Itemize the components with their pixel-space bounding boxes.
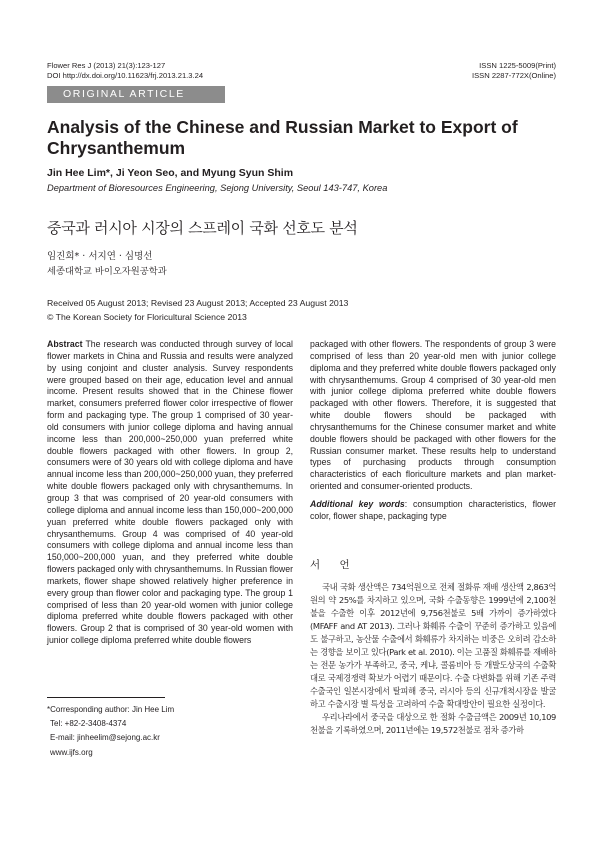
journal-citation: Flower Res J (2013) 21(3):123-127 <box>47 61 166 70</box>
introduction-heading: 서 언 <box>310 559 358 571</box>
keywords-text: : consumption characteristics, flower color, flower shape, packaging type <box>310 498 557 521</box>
journal-website: www.ijfs.org <box>50 747 93 757</box>
publication-info <box>47 296 348 324</box>
affiliation: Department of Bioresources Engineering, Sejong University, Seoul 143-747, Korea <box>47 183 388 193</box>
abstract-body-right: packaged with other flowers. The respondents of group 3 were comprised of less than 20 year-old men with junior college diploma and they preferred white double flowers packaged only with chrysanthemums. Group 4 comprised of 30 year-old men with junior college diploma preferred white double flowers packaged with other flowers. Therefore, it is suggested that white double flowers should be packaged with chrysanthemums for the Chinese consumer market and white double flowers should be packaged with other flowers for the Russian consumer market. These results help to understand types of purchasing products through consumption characteristics of each floriculture markets and plan market-oriented and consumer-oriented products. <box>310 339 556 492</box>
abstract-right-column <box>310 339 556 523</box>
corresponding-author: *Corresponding author: Jin Hee Lim <box>47 705 175 714</box>
doi-line: DOI http://dx.doi.org/10.11623/frj.2013.21.3.24 <box>47 71 204 80</box>
korean-authors: 임진희* · 서지연 · 심명선 <box>47 251 153 262</box>
article-title-line-2: Chrysanthemum <box>47 138 186 158</box>
footnote-divider <box>47 697 165 698</box>
keywords-label: Additional key words <box>310 498 405 509</box>
correspondence-footnote <box>47 703 174 760</box>
abstract-label: Abstract <box>47 339 83 349</box>
article-title <box>47 117 557 159</box>
received-dates: Received 05 August 2013; Revised 23 August 2013; Accepted 23 August 2013 <box>47 298 349 308</box>
keywords <box>310 499 556 523</box>
korean-title: 중국과 러시아 시장의 스프레이 국화 선호도 분석 <box>47 219 358 237</box>
abstract-body-left: The research was conducted through survey of local flower markets in China and Russia and results were analyzed by using conjoint and cluster analysis. Survey respondents were grouped based on their age, education level and annual income. Present results showed that in the Chinese flower market, consumers preferred flower color irrespective of flower form and packaging type. The group 1 comprised of 30 year-old consumers with junior college diploma and having annual income less than 200,000~250,000 yuan preferred white double flowers packaged with other flowers. In group 2, consumers were of 30 years old with college diploma and have annual income less than 200,000~250,000 yuan, they preferred white double flowers packaged only with chrysanthemums. In group 3 that was comprised of 20 year-old consumers with college diploma and annual income less than 150,000~200,000 yuan preferred white double flowers packaged only with chrysanthemums. Group 4 was comprised of 40 year-old consumers with college diploma and annual income less than 150,000~200,000 yuan, and they preferred white double flowers packaged only with chrysanthemums. In Russian flower markets, flower shape showed relatively higher preference in every group than flower color and packaging type. The group 1 comprised of less than 20 year-old women with junior college diploma preferred white double flowers packaged with other flowers. Group 2 that is comprised of 30 year-old women with junior college diploma preferred white double flowers <box>47 339 293 646</box>
issn-online: ISSN 2287-772X(Online) <box>472 71 556 80</box>
authors: Jin Hee Lim*, Ji Yeon Seo, and Myung Syun Shim <box>47 167 294 179</box>
korean-affiliation: 세종대학교 바이오자원공학과 <box>47 266 167 277</box>
issn-print: ISSN 1225-5009(Print) <box>479 61 556 70</box>
introduction-body <box>310 581 556 737</box>
email-address: E-mail: jinheelim@sejong.ac.kr <box>50 733 160 743</box>
intro-paragraph-2: 우리나라에서 중국을 대상으로 한 절화 수출금액은 2009년 10,109천불을 기록하였으며, 2011년에는 19,572천불로 점차 증가하 <box>310 712 556 735</box>
abstract-text-left <box>47 339 293 647</box>
abstract-left-column <box>47 339 293 647</box>
article-type-band: ORIGINAL ARTICLE <box>47 86 225 103</box>
intro-paragraph-1: 국내 국화 생산액은 734억원으로 전체 절화류 재배 생산액 2,863억원의 약 25%를 차지하고 있으며, 국화 수출동향은 1999년에 2,100천불을 수출한 이후 2012년에 9,756천불로 5배 가까이 증가하였다(MFAFF and AT 2013). 그러나 화훼류 수출이 꾸준히 증가하고 있음에도 불구하고, 농산물 수출에서 화훼류가 차지하는 비중은 오히려 감소하는 경향을 보이고 있다(Park et al. 2010). 이는 고품질 화훼류를 재배하는 전문 농가가 부족하고, 중국, 케냐, 콜롬비아 등 개발도상국의 수출확대로 국제경쟁력 확보가 어렵기 때문이다. 수출 다변화를 위해 기존 주력수출국인 일본시장에서 탈피해 중국, 러시아 등의 신규개척시장을 발굴하고 수출시장 별 특성을 고려하여 수출 확대방안이 필요한 실정이다. <box>310 582 556 709</box>
phone-number: Tel: +82-2-3408-4374 <box>50 719 127 729</box>
article-title-line-1: Analysis of the Chinese and Russian Market to Export of <box>47 117 518 137</box>
copyright-line: © The Korean Society for Floricultural Science 2013 <box>47 312 247 322</box>
